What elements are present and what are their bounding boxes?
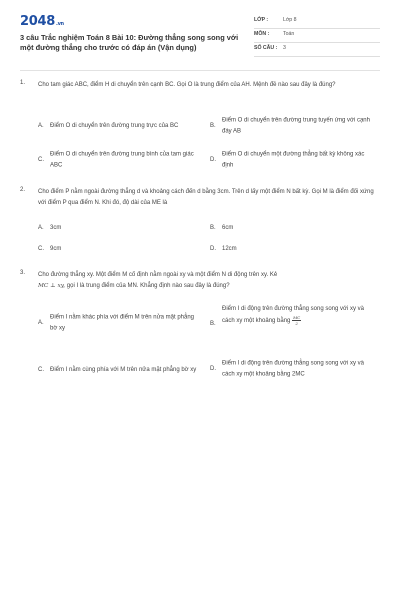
- info-value: Lớp 8: [283, 17, 297, 23]
- info-value: Toán: [283, 31, 295, 37]
- option-1c[interactable]: [38, 148, 208, 172]
- option-text: 6cm: [222, 224, 234, 231]
- page-title: 3 câu Trắc nghiệm Toán 8 Bài 10: Đường thẳng song song với một đường thẳng cho trước có đáp án (Vận dụng): [20, 33, 239, 52]
- fraction-numerator: MC: [293, 314, 301, 320]
- info-value: 3: [283, 45, 286, 51]
- stem-text: Cho đường thẳng xy. Một điểm M cố định nằm ngoài xy và một điểm N di động trên xy. Kẻ: [38, 272, 278, 278]
- option-3a[interactable]: [38, 307, 208, 339]
- option-text: Điểm O di chuyển trên đường trung tuyến ứng với cạnh đáy AB: [222, 117, 370, 134]
- option-label: B.: [210, 320, 216, 327]
- option-label: C.: [38, 245, 44, 252]
- option-label: D.: [210, 156, 216, 163]
- option-2c[interactable]: [38, 243, 208, 255]
- question-number: 1.: [20, 80, 26, 86]
- option-text: Điểm O di chuyển một đường thẳng bất kỳ không xác định: [222, 151, 365, 168]
- fraction: [292, 315, 301, 326]
- info-label: MÔN :: [254, 31, 270, 37]
- option-3b[interactable]: [210, 304, 380, 344]
- info-row-question-count: [254, 42, 380, 57]
- question-3: [20, 270, 380, 300]
- option-2b[interactable]: [210, 222, 380, 234]
- option-text: 12cm: [222, 245, 237, 252]
- option-label: D.: [210, 245, 216, 252]
- option-1a[interactable]: [38, 114, 208, 138]
- option-text: Điểm I di động trên đường thẳng song song với xy và cách xy một khoảng bằng 2MC: [222, 360, 364, 377]
- option-3d[interactable]: [210, 350, 380, 388]
- option-1d[interactable]: [210, 148, 380, 172]
- option-label: B.: [210, 224, 216, 231]
- option-2d[interactable]: [210, 243, 380, 255]
- question-stem: Cho tam giác ABC, điểm H di chuyển trên cạnh BC. Gọi O là trung điểm của AH. Mệnh đề nào sau đây là đúng?: [38, 82, 336, 88]
- site-logo[interactable]: [20, 14, 64, 29]
- option-1b[interactable]: [210, 114, 380, 138]
- option-label: D.: [210, 365, 216, 372]
- info-row-subject: [254, 28, 380, 43]
- question-2: [20, 187, 380, 227]
- math-expression: MC ⊥ xy,: [38, 283, 66, 289]
- question-stem: [38, 270, 378, 292]
- option-text: Điểm O di chuyển trên đường trung trực của BC: [50, 122, 179, 129]
- option-text: Điểm O di chuyển trên đường trung bình của tam giác ABC: [50, 151, 194, 168]
- option-3c[interactable]: [38, 354, 208, 386]
- option-label: A.: [38, 319, 44, 326]
- logo-main-text: 2048: [20, 14, 55, 29]
- info-label: LỚP :: [254, 17, 269, 23]
- fraction-denominator: 2: [295, 320, 298, 326]
- option-label: C.: [38, 156, 44, 163]
- option-2a[interactable]: [38, 222, 208, 234]
- option-text: Điểm I nằm cùng phía với M trên nửa mặt phẳng bờ xy: [50, 366, 197, 373]
- header-divider: [20, 70, 380, 71]
- question-number: 2.: [20, 187, 26, 193]
- option-text: 3cm: [50, 224, 62, 231]
- info-label: SỐ CÂU :: [254, 45, 278, 51]
- stem-text: gọi I là trung điểm của MN. Khẳng định nào sau đây là đúng?: [66, 283, 230, 289]
- question-number: 3.: [20, 270, 26, 276]
- option-text: 9cm: [50, 245, 62, 252]
- option-label: A.: [38, 122, 44, 129]
- option-label: C.: [38, 366, 44, 373]
- option-text-wrap: [222, 304, 372, 326]
- option-text: Điểm I nằm khác phía với điểm M trên nửa mặt phẳng bờ xy: [50, 314, 195, 331]
- info-row-class: [254, 14, 380, 29]
- option-label: A.: [38, 224, 44, 231]
- question-stem: Cho điểm P nằm ngoài đường thẳng d và khoảng cách đến d bằng 3cm. Trên d lấy một điểm N bất kỳ. Gọi M là điểm đối xứng với điểm P qua điểm N. Khi đó, độ dài của ME là: [38, 189, 374, 206]
- option-label: B.: [210, 122, 216, 129]
- logo-sub-text: .vn: [55, 21, 64, 27]
- option-text: Điểm I di động trên đường thẳng song song với xy và cách xy một khoảng bằng: [222, 306, 364, 324]
